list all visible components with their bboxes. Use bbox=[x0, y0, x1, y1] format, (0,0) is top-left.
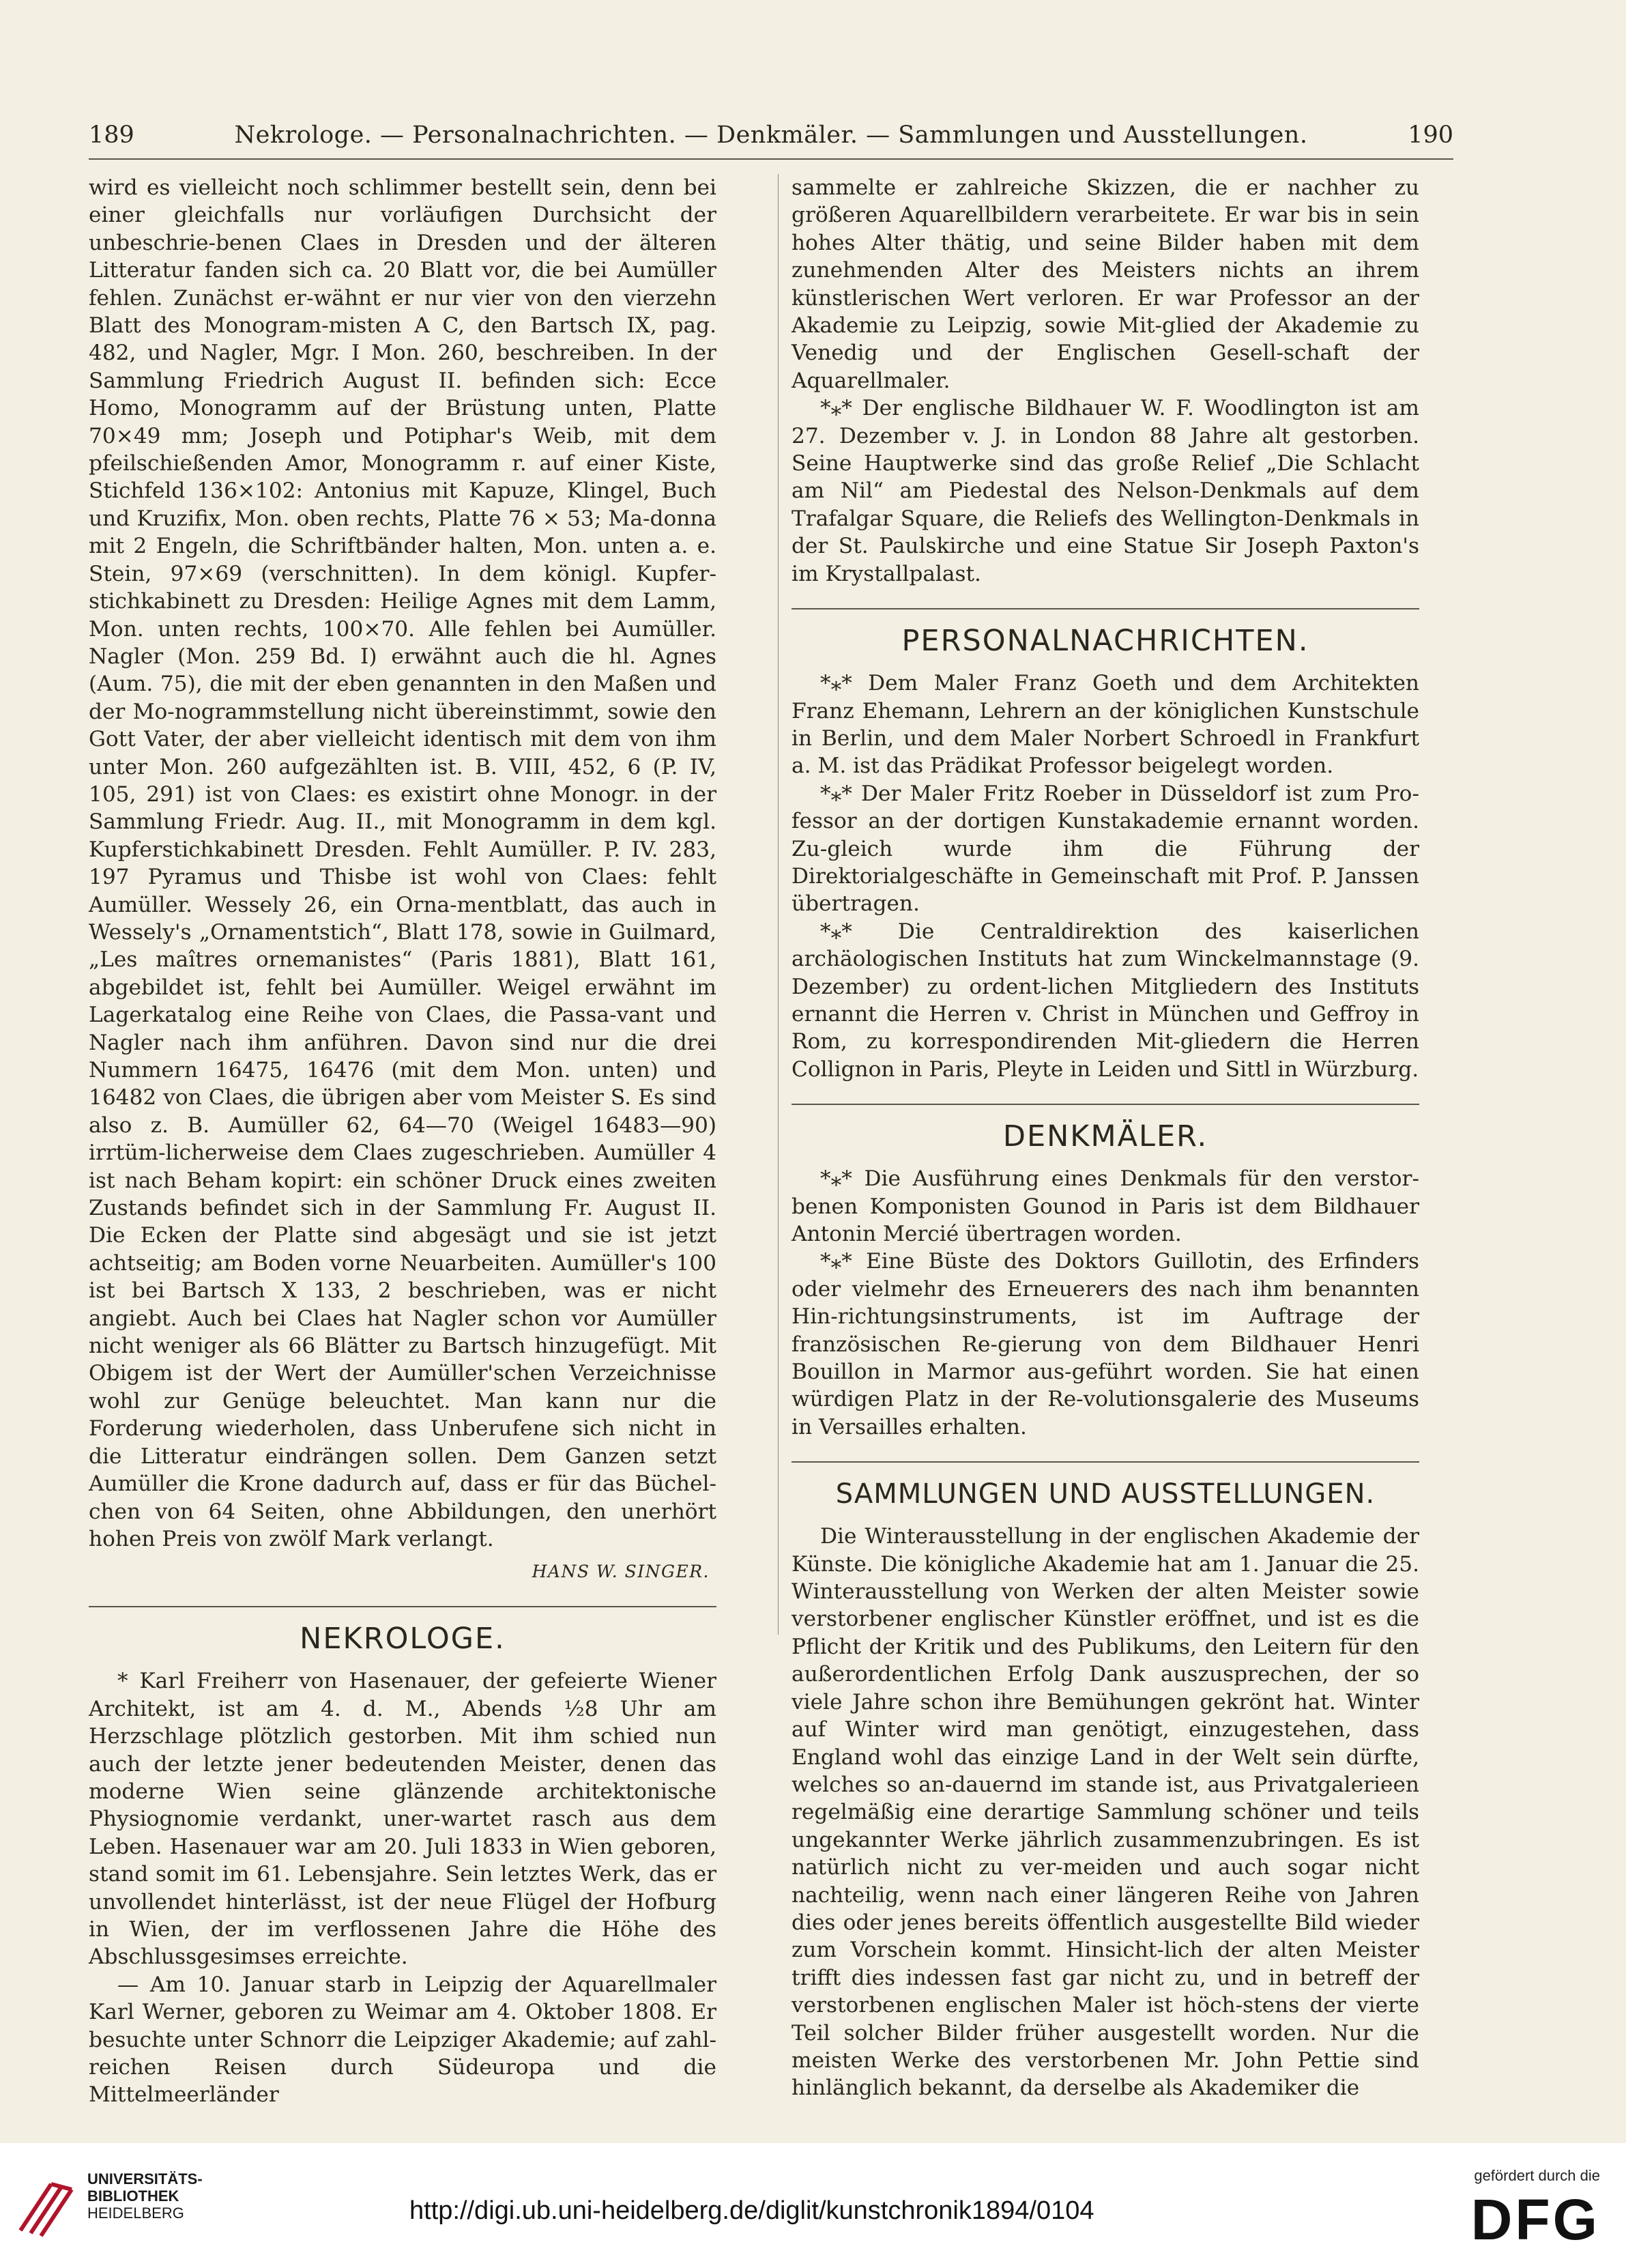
obituary-hasenauer: * Karl Freiherr von Hasenauer, der gefeierte Wiener Architekt, ist am 4. d. M., Abends ½8 Uhr am Herzschlage plötzlich gestorben. Mit ihm schied nun auch der letzte jener bedeutenden Meister, denen das moderne Wien seine glänzende architektonische Physiognomie verdankt, uner-wartet rasch aus dem Leben. Hasenauer war am 20. Juli 1833 in Wien geboren, stand somit im 61. Lebensjahre. Sein letztes Werk, das er unvollendet hinterlässt, ist der neue Flügel der Hofburg in Wien, der im verflossenen Jahre die Höhe des Abschlussgesimses erreichte. bbox=[89, 1669, 716, 1970]
library-name bbox=[87, 2170, 203, 2222]
news-item: *⁎* Dem Maler Franz Goeth und dem Architekten Franz Ehemann, Lehrern an der königlichen Kunstschule in Berlin, und dem Maler Norbert Schroedl in Frankfurt a. M. ist das Prädikat Professor beigelegt worden. bbox=[792, 671, 1419, 779]
page-number-left: 189 bbox=[89, 121, 134, 149]
left-column bbox=[89, 174, 716, 2109]
section-divider bbox=[792, 1104, 1419, 1105]
obituary-werner-continued: sammelte er zahlreiche Skizzen, die er nachher zu größeren Aquarellbildern verarbeitete. Er war bis in sein hohes Alter thätig, und seine Bilder haben mit dem zunehmenden Alter des Meisters nichts an ihrem künstlerischen Wert verloren. Er war Professor an der Akademie zu Leipzig, sowie Mit-glied der Akademie zu Venedig und der Englischen Gesell-schaft der Aquarellmaler. bbox=[792, 175, 1419, 393]
section-heading-sammlungen: SAMMLUNGEN UND AUSSTELLUNGEN. bbox=[835, 1478, 1376, 1510]
news-item: *⁎* Eine Büste des Doktors Guillotin, des Erfinders oder vielmehr des Erneuerers des nach ihm benannten Hin-richtungsinstruments, ist im Auftrage der französischen Re-gierung von dem Bildhauer Henri Bouillon in Marmor aus-geführt worden. Sie hat einen würdigen Platz in der Re-volutionsgalerie des Museums in Versailles erhalten. bbox=[792, 1249, 1419, 1439]
permalink-url[interactable]: http://digi.ub.uni-heidelberg.de/diglit/kunstchronik1894/0104 bbox=[409, 2196, 1094, 2225]
section-heading-nekrologe: NEKROLOGE. bbox=[300, 1622, 506, 1656]
news-item: *⁎* Der Maler Fritz Roeber in Düsseldorf ist zum Pro-fessor an der dortigen Kunstakademie ernannt worden. Zu-gleich wurde ihm die Führung der Direktorialgeschäfte in Gemeinschaft mit Prof. P. Janssen übertragen. bbox=[792, 781, 1419, 917]
section-divider bbox=[792, 1461, 1419, 1463]
section-divider bbox=[89, 1606, 716, 1607]
header-rule bbox=[89, 158, 1453, 160]
column-divider bbox=[778, 174, 779, 1635]
obituary-werner: — Am 10. Januar starb in Leipzig der Aquarellmaler Karl Werner, geboren zu Weimar am 4. Oktober 1808. Er besuchte unter Schnorr die Leipziger Akademie; auf zahl-reichen Reisen durch Südeuropa und die Mittelmeerländer bbox=[89, 1972, 716, 2108]
exhibition-report: Die Winterausstellung in der englischen Akademie der Künste. Die königliche Akademie hat am 1. Januar die 25. Winterausstellung von Werken der alten Meister sowie verstorbener englischer Künstler eröffnet, und ist es die Pflicht der Kritik und des Publikums, den Leitern für den außerordentlichen Erfolg Dank auszusprechen, der so viele Jahre schon ihre Bemühungen gekrönt hat. Winter auf Winter wird man genötigt, einzugestehen, dass England wohl das einzige Land in der Welt sein dürfte, welches so an-dauernd im stande ist, aus Privatgalerieen regelmäßig eine derartige Sammlung schöner und teils ungekannter Werke jährlich zusammenzubringen. Es ist natürlich nicht zu ver-meiden und auch sogar nicht nachteilig, wenn nach einer längeren Reihe von Jahren dies oder jenes bereits öffentlich ausgestellte Bild wieder zum Vorschein kommt. Hinsicht-lich der alten Meister trifft dies indessen fast gar nicht zu, und in betreff der verstorbenen englischen Maler ist höch-stens der vierte Teil solcher Bilder früher ausgestellt worden. Nur die meisten Werke des verstorbenen Mr. John Pettie sind hinlänglich bekannt, da derselbe als Akademiker die bbox=[792, 1524, 1419, 2101]
dfg-logo: DFG bbox=[1470, 2187, 1600, 2252]
library-name-line: BIBLIOTHEK bbox=[87, 2187, 179, 2205]
library-name-line: UNIVERSITÄTS- bbox=[87, 2170, 203, 2187]
university-library-logo-icon bbox=[14, 2170, 75, 2239]
right-column bbox=[792, 174, 1419, 2102]
library-name-line: HEIDELBERG bbox=[87, 2205, 184, 2222]
section-divider bbox=[792, 608, 1419, 609]
section-heading-denkmaeler: DENKMÄLER. bbox=[1002, 1119, 1208, 1154]
page-number-right: 190 bbox=[1408, 121, 1453, 149]
news-item: *⁎* Die Ausführung eines Denkmals für den verstor-benen Komponisten Gounod in Paris ist dem Bildhauer Antonin Mercié übertragen worden. bbox=[792, 1166, 1419, 1246]
obituary-woodlington: *⁎* Der englische Bildhauer W. F. Woodlington ist am 27. Dezember v. J. in London 88 Jahre alt gestorben. Seine Hauptwerke sind das große Relief „Die Schlacht am Nil“ am Piedestal des Nelson-Denkmals auf dem Trafalgar Square, die Reliefs des Wellington-Denkmals in der St. Paulskirche und eine Statue Sir Joseph Paxton's im Krystallpalast. bbox=[792, 396, 1419, 586]
section-heading-personalnachrichten: PERSONALNACHRICHTEN. bbox=[901, 624, 1309, 659]
article-continuation: wird es vielleicht noch schlimmer bestellt sein, denn bei einer gleichfalls nur vorläufigen Durchsicht der unbeschrie-benen Claes in Dresden und der älteren Litteratur fanden sich ca. 20 Blatt vor, die bei Aumüller fehlen. Zunächst er-wähnt er nur vier von den vierzehn Blatt des Monogram-misten A C, den Bartsch IX, pag. 482, und Nagler, Mgr. I Mon. 260, beschreiben. In der Sammlung Friedrich August II. befinden sich: Ecce Homo, Monogramm auf der Brüstung unten, Platte 70×49 mm; Joseph und Potiphar's Weib, mit dem pfeilschießenden Amor, Monogramm r. auf einer Kiste, Stichfeld 136×102: Antonius mit Kapuze, Klingel, Buch und Kruzifix, Mon. oben rechts, Platte 76 × 53; Ma-donna mit 2 Engeln, die Schriftbänder halten, Mon. unten a. e. Stein, 97×69 (verschnitten). In dem königl. Kupfer-stichkabinett zu Dresden: Heilige Agnes mit dem Lamm, Mon. unten rechts, 100×70. Alle fehlen bei Aumüller. Nagler (Mon. 259 Bd. I) erwähnt auch die hl. Agnes (Aum. 75), die mit der eben genannten in den Maßen und der Mo-nogrammstellung nicht übereinstimmt, sowie den Gott Vater, der aber vielleicht identisch mit dem von ihm unter Mon. 260 aufgezählten ist. B. VIII, 452, 6 (P. IV, 105, 291) ist von Claes: es existirt ohne Monogr. in der Sammlung Friedr. Aug. II., mit Monogramm in dem kgl. Kupferstichkabinett Dresden. Fehlt Aumüller. P. IV. 283, 197 Pyramus und Thisbe ist wohl von Claes: fehlt Aumüller. Wessely 26, ein Orna-mentblatt, das auch in Wessely's „Ornamentstich“, Blatt 178, sowie in Guilmard, „Les maîtres ornemanistes“ (Paris 1881), Blatt 161, abgebildet ist, fehlt bei Aumüller. Weigel erwähnt im Lagerkatalog eine Reihe von Claes, die Passa-vant und Nagler nach ihm anführen. Davon sind nur die drei Nummern 16475, 16476 (mit dem Mon. unten) und 16482 von Claes, die übrigen aber vom Meister S. Es sind also z. B. Aumüller 62, 64—70 (Weigel 16483—90) irrtüm-licherweise dem Claes zugeschrieben. Aumüller 4 ist nach Beham kopirt: ein schöner Druck eines zweiten Zustands befindet sich in der Sammlung Fr. August II. Die Ecken der Platte sind abgesägt und sie ist jetzt achtseitig; am Boden vorne Neuarbeiten. Aumüller's 100 ist bei Bartsch X 133, 2 beschrieben, was er nicht angiebt. Auch bei Claes hat Nagler schon vor Aumüller nicht weniger als 66 Blätter zu Bartsch hinzugefügt. Mit Obigem ist der Wert der Aumüller'schen Verzeichnisse wohl zur Genüge beleuchtet. Man kann nur die Forderung wiederholen, dass Unberufene sich nicht in die Litteratur eindrängen sollen. Dem Ganzen setzt Aumüller die Krone dadurch auf, dass er für das Büchel-chen von 64 Seiten, ohne Abbildungen, den unerhört hohen Preis von zwölf Mark verlangt. bbox=[89, 175, 716, 1551]
funding-note: gefördert durch die bbox=[1474, 2167, 1600, 2184]
running-title: Nekrologe. — Personalnachrichten. — Denkmäler. — Sammlungen und Ausstellungen. bbox=[234, 121, 1308, 149]
author-signature: HANS W. SINGER. bbox=[532, 1562, 710, 1582]
digitization-footer bbox=[0, 2143, 1626, 2268]
running-header bbox=[89, 115, 1453, 156]
news-item: *⁎* Die Centraldirektion des kaiserlichen archäologischen Instituts hat zum Winckelmannstage (9. Dezember) zu ordent-lichen Mitgliedern des Instituts ernannt die Herren v. Christ in München und Geffroy in Rom, zu korrespondirenden Mit-gliedern die Herren Collignon in Paris, Pleyte in Leiden und Sittl in Würzburg. bbox=[792, 919, 1419, 1082]
